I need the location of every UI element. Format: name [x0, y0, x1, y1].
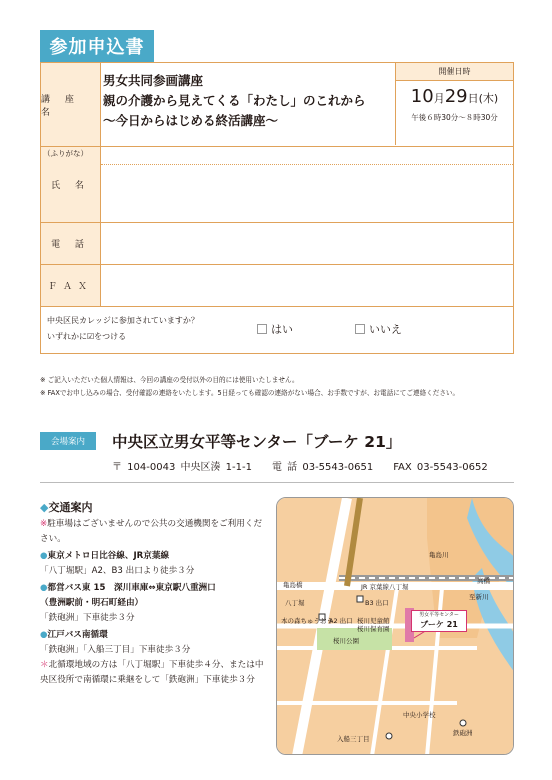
yes-checkbox[interactable]: はい — [257, 321, 293, 337]
checkbox-icon — [257, 324, 267, 334]
bullet-icon: ● — [40, 551, 48, 561]
venue-marker: 男女平等センター ブーケ 21 — [411, 610, 467, 632]
map-label: A2 出口 — [329, 617, 353, 625]
furigana-label: （ふりがな） — [43, 149, 88, 158]
map-label: 高橋 — [477, 577, 490, 585]
bullet-icon: ● — [40, 583, 48, 593]
north-note: ＊北循環地域の方は「八丁堀駅」下車徒歩４分、または中央区役所で南循環に乗継をして「鉄砲洲」下車徒歩３分 — [40, 660, 264, 685]
date-box — [395, 63, 513, 145]
map-label: 八丁堀 — [285, 599, 305, 607]
no-checkbox[interactable]: いいえ — [355, 321, 402, 337]
course-row — [41, 63, 513, 147]
map-label: 至新川 — [469, 593, 489, 601]
map-label: 亀島橋 — [283, 581, 303, 589]
name-label: 氏 名 — [41, 147, 101, 222]
fax-row — [41, 265, 513, 307]
map-label: 亀島川 — [429, 551, 449, 559]
map-label: JR 京葉線八丁堀 — [361, 583, 409, 591]
college-question: 中央区民カレッジに参加されていますか？ いずれかに☑をつける — [47, 316, 199, 341]
date-header: 開催日時 — [396, 63, 513, 81]
phone-label: 電 話 — [41, 223, 101, 264]
notes: ※ ご記入いただいた個人情報は、今回の講座の受付以外の目的には使用いたしません。 ※ FAXでお申し込みの場合、受付確認の連絡をいたします。5日経っても確認の連絡がない場合、お手数ですが、お電話にてご連絡ください。 — [40, 376, 460, 397]
checkbox-icon — [355, 324, 365, 334]
bullet-icon: ● — [40, 630, 48, 640]
map-label: 本の森ちゅうおう — [281, 617, 333, 625]
map-label: 鉄砲洲 — [453, 729, 473, 737]
map-label: 中央小学校 — [403, 711, 436, 719]
diamond-icon: ◆ — [40, 501, 49, 514]
map-label: 桜川保育園 — [357, 625, 390, 633]
map-label: B3 出口 — [365, 599, 389, 607]
event-date: 10月29日(木) — [410, 86, 499, 107]
application-form — [40, 62, 514, 354]
venue-address: 〒 104-0043 中央区湊 1-1-1 電 話 03-5543-0651 FAX 03-5543-0652 — [112, 462, 488, 473]
phone-row — [41, 223, 513, 265]
map-label: 桜川児童館 — [357, 617, 390, 625]
fax-field[interactable] — [101, 265, 513, 307]
college-question-row — [41, 307, 513, 353]
name-field[interactable] — [101, 147, 513, 223]
course-label: 講 座 名 — [41, 63, 101, 146]
transport-title: ◆交通案内 — [40, 501, 93, 514]
phone-field[interactable] — [101, 223, 513, 265]
map-label: 桜川公園 — [333, 637, 359, 645]
parking-note: ※駐車場はございませんので公共の交通機関をご利用ください。 — [40, 519, 263, 544]
venue-name: 中央区立男女平等センター「ブーケ 21」 — [112, 433, 402, 451]
fax-label: ＦＡＸ — [41, 265, 101, 306]
page-title: 参加申込書 — [40, 30, 154, 62]
transport-info — [40, 500, 270, 688]
line-bus: ●都営バス東 15 深川車庫⇔東京駅八重洲口 （豊洲駅前・明石町経由） 「鉄砲洲」下車徒歩３分 — [40, 583, 216, 623]
venue-tag: 会場案内 — [40, 432, 96, 450]
name-row — [41, 147, 513, 223]
line-metro: ●東京メトロ日比谷線、JR京葉線 「八丁堀駅」A2、B3 出口より徒歩３分 — [40, 551, 195, 576]
course-title: 男女共同参画講座 親の介護から見えてくる「わたし」のこれから 〜今日からはじめる終活講座〜 — [103, 73, 366, 128]
event-time: 午後６時30分〜８時30分 — [411, 113, 498, 122]
access-map — [276, 497, 514, 755]
map-graphic — [277, 498, 514, 755]
map-label: 入船三丁目 — [337, 735, 370, 743]
line-edo-bus: ●江戸バス南循環 「鉄砲洲」「入船三丁目」下車徒歩３分 — [40, 630, 191, 655]
